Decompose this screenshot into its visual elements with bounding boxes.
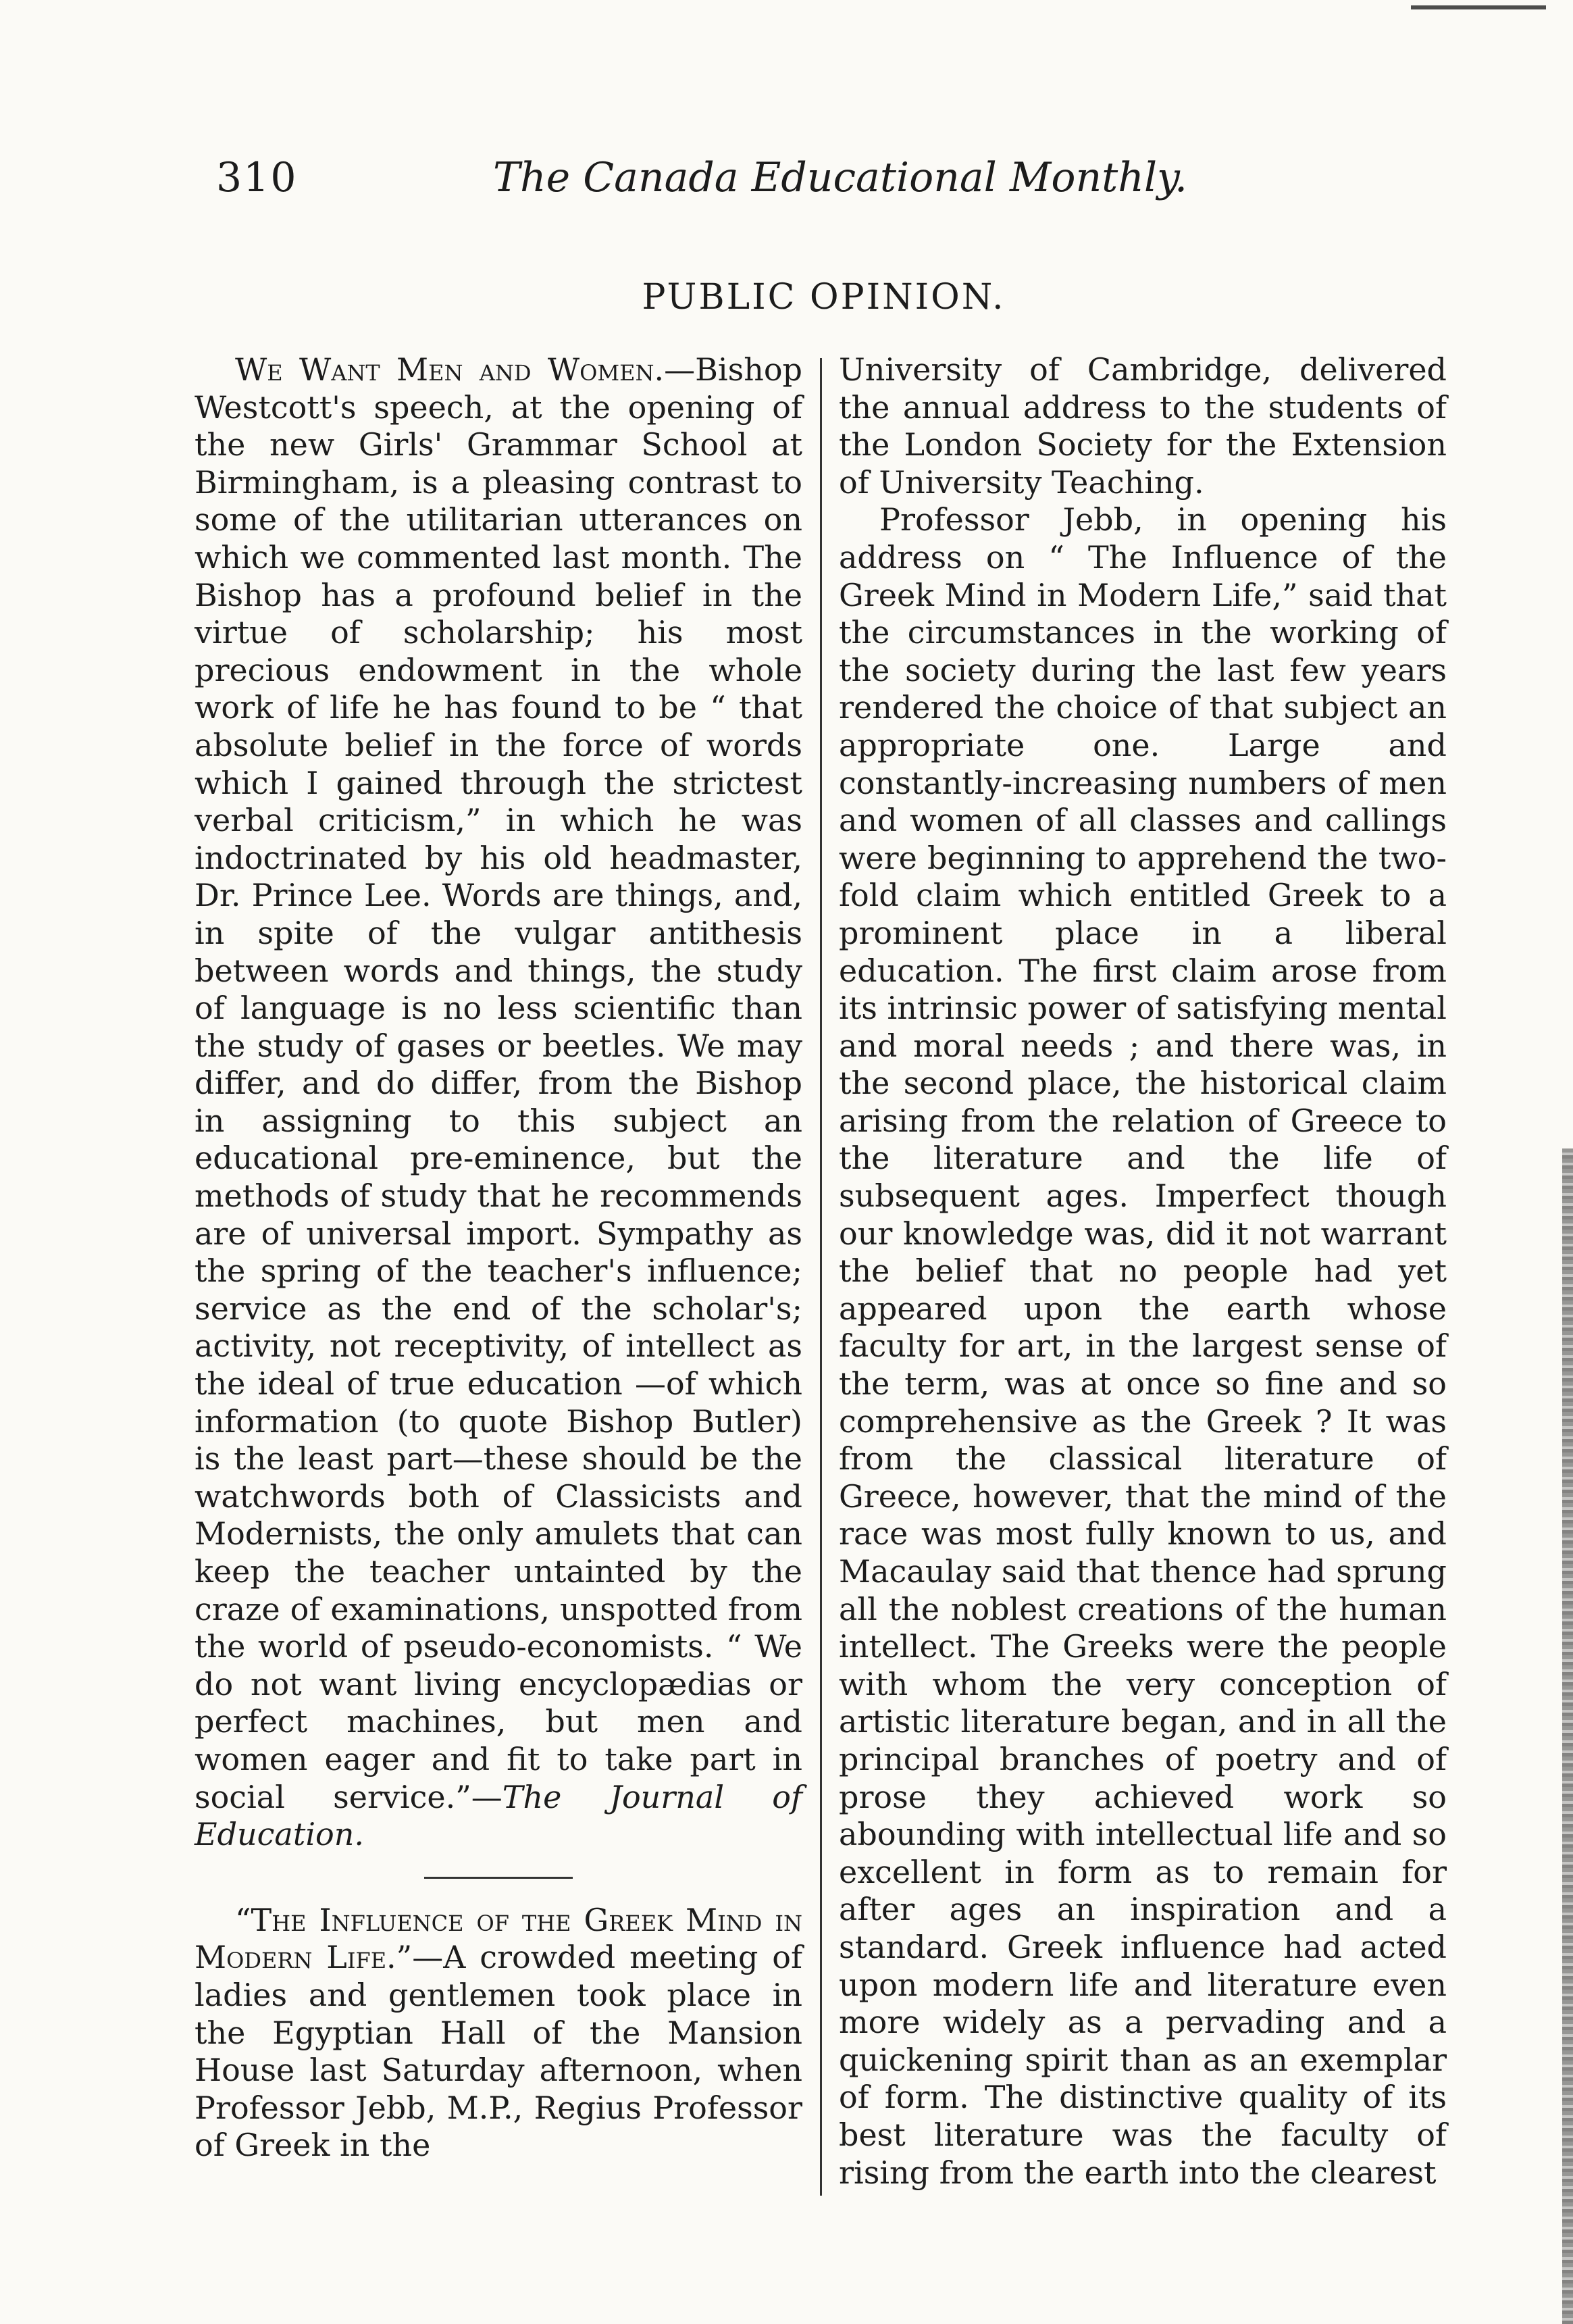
article-body: —A crowded meeting of ladies and gentlemen took place in the Egyptian Hall of the Mansion House last Saturday afternoon, when Professor Jebb, M.P., Regius Professor of Greek in the bbox=[195, 1939, 802, 2164]
article-greek-mind-continued: University of Cambridge, delivered the annual address to the students of the London Society for the Extension of University Teaching. bbox=[839, 351, 1447, 501]
article-heading: “The Influence of the Greek Mind in Modern Life.” bbox=[195, 1901, 802, 1976]
scan-artifact-top bbox=[1411, 5, 1546, 9]
article-greek-mind-intro bbox=[195, 1902, 802, 2165]
left-column bbox=[195, 351, 802, 2165]
right-column bbox=[839, 351, 1447, 2192]
article-heading: We Want Men and Women. bbox=[235, 351, 665, 388]
article-we-want-men-and-women bbox=[195, 351, 802, 1854]
column-divider bbox=[820, 358, 822, 2196]
section-heading: PUBLIC OPINION. bbox=[642, 277, 1006, 318]
article-source: The Journal of Education. bbox=[195, 1778, 802, 1853]
article-body: —Bishop Westcott's speech, at the opening of the new Girls' Grammar School at Birmingham, is a pleasing contrast to some of the utilitarian utterances on which we commented last month. The Bishop has a profound belief in the virtue of scholarship; his most precious endowment in the whole work of life he has found to be “ that absolute belief in the force of words which I gained through the strictest verbal criticism,” in which he was indoctrinated by his old headmaster, Dr. Prince Lee. Words are things, and, in spite of the vulgar antithesis between words and things, the study of language is no less scientific than the study of gases or beetles. We may differ, and do differ, from the Bishop in assigning to this subject an educational pre-eminence, but the methods of study that he recommends are of universal import. Sympathy as the spring of the teacher's influence; service as the end of the scholar's; activity, not receptivity, of intellect as the ideal of true education —of which information (to quote Bishop Butler) is the least part—these should be the watchwords both of Classicists and Modernists, the only amulets that can keep the teacher untainted by the craze of examinations, unspotted from the world of pseudo-economists. “ We do not want living encyclopædias or perfect machines, but men and women eager and fit to take part in social service.”— bbox=[195, 351, 802, 1815]
scan-artifact-edge bbox=[1562, 1148, 1573, 2324]
page-header bbox=[203, 154, 1188, 215]
running-title: The Canada Educational Monthly. bbox=[493, 154, 1188, 201]
article-greek-mind-paragraph-2: Professor Jebb, in opening his address on “ The Influence of the Greek Mind in Modern Life,” said that the circumstances in the working of the society during the last few years rendered the choice of that subject an appropriate one. Large and constantly-increasing numbers of men and women of all classes and callings were beginning to apprehend the two-fold claim which entitled Greek to a prominent place in a liberal education. The first claim arose from its intrinsic power of satisfying mental and moral needs ; and there was, in the second place, the historical claim arising from the relation of Greece to the literature and the life of subsequent ages. Imperfect though our knowledge was, did it not warrant the belief that no people had yet appeared upon the earth whose faculty for art, in the largest sense of the term, was at once so fine and so comprehensive as the Greek ? It was from the classical literature of Greece, however, that the mind of the race was most fully known to us, and Macaulay said that thence had sprung all the noblest creations of the human intellect. The Greeks were the people with whom the very conception of artistic literature began, and in all the principal branches of poetry and of prose they achieved work so abounding with intellectual life and so excellent in form as to remain for after ages an inspiration and a standard. Greek influence had acted upon modern life and literature even more widely as a pervading and a quickening spirit than as an exemplar of form. The distinctive quality of its best literature was the faculty of rising from the earth into the clearest bbox=[839, 501, 1447, 2191]
article-separator bbox=[424, 1877, 573, 1879]
page-number: 310 bbox=[216, 154, 298, 201]
